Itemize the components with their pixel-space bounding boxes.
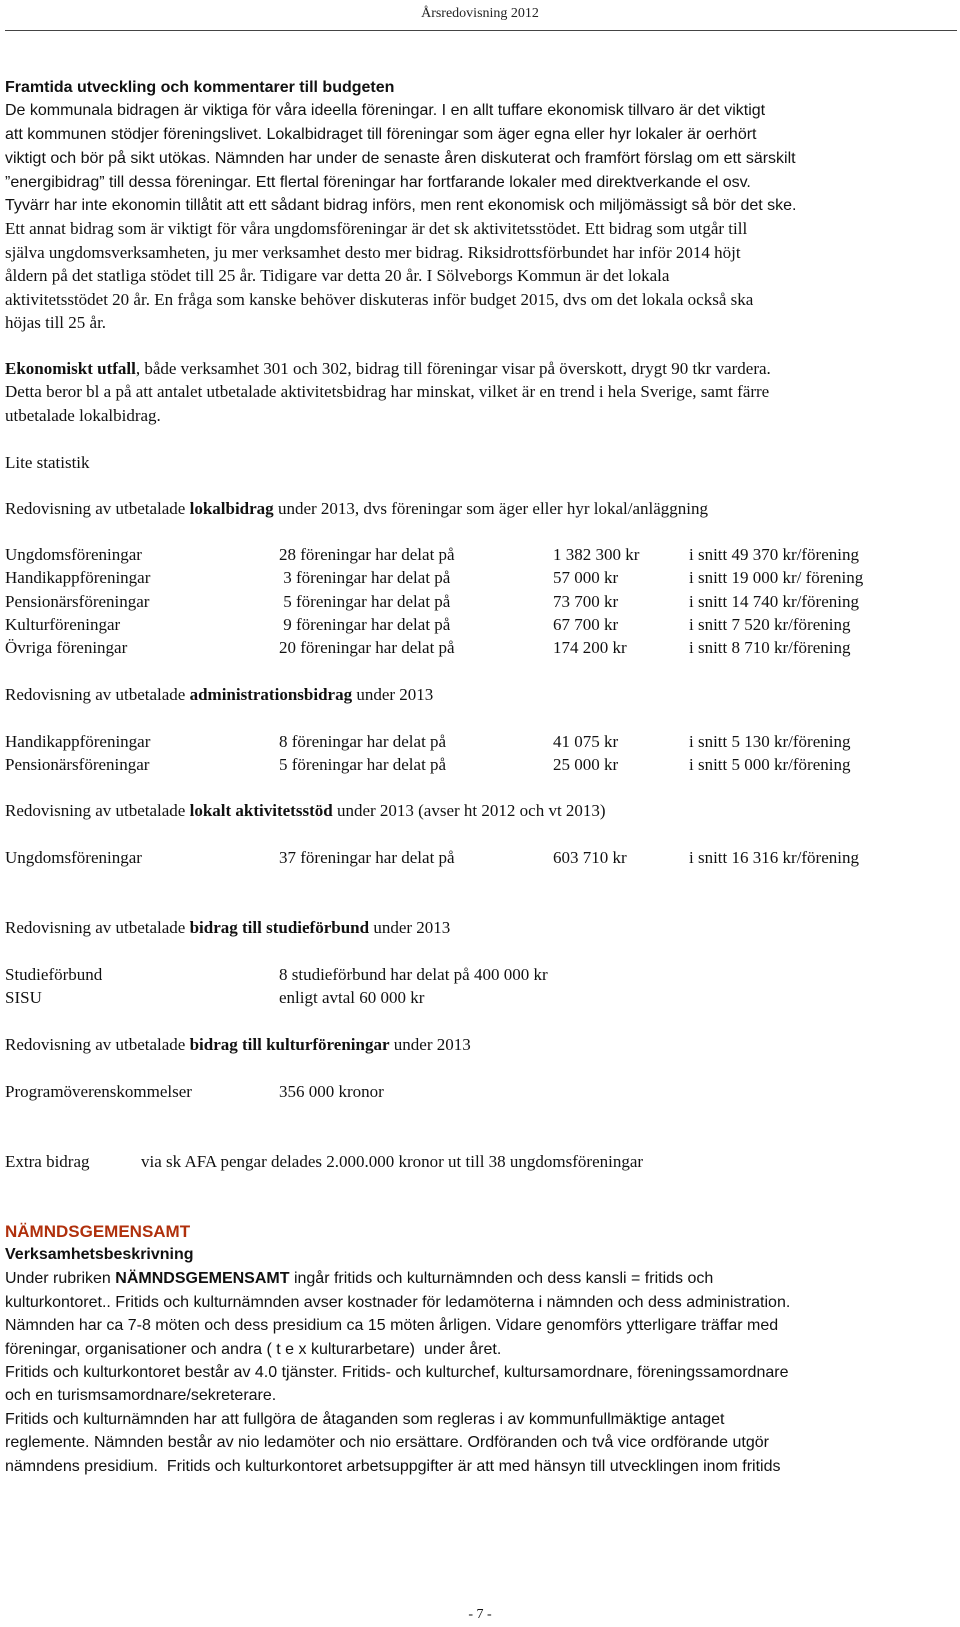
line-post: ingår fritids och kulturnämnden och dess kansli = fritids och [289, 1270, 714, 1287]
ekonomi-line: Detta beror bl a på att antalet utbetalade aktivitetsbidrag har minskat, vilket är en trend i hela Sverige, samt färre [5, 382, 770, 401]
ekonomi-rest: , både verksamhet 301 och 302, bidrag till föreningar visar på överskott, drygt 90 tkr vardera. [135, 359, 771, 378]
paragraph-line: kulturkontoret.. Fritids och kulturnämnden avser kostnader för ledamöterna i nämnden och dess administration. [5, 1294, 791, 1311]
ekonomi-bold: Ekonomiskt utfall [5, 359, 136, 378]
paragraph-line: föreningar, organisationer och andra ( t e x kulturarbetare) under året. [5, 1341, 502, 1358]
row-amount: 174 200 kr [553, 638, 627, 657]
paragraph-line: höjas till 25 år. [5, 313, 107, 332]
row-count: 20 föreningar har delat på [279, 638, 455, 657]
row-name: Extra bidrag [5, 1152, 90, 1171]
row-count: 3 föreningar har delat på [279, 568, 451, 587]
row-average: i snitt 5 000 kr/förening [689, 755, 851, 774]
heading-pre: Redovisning av utbetalade [5, 1035, 190, 1054]
row-name: SISU [5, 988, 42, 1007]
row-count: 37 föreningar har delat på [279, 848, 455, 867]
row-name: Kulturföreningar [5, 615, 121, 634]
row-amount: 25 000 kr [553, 755, 619, 774]
paragraph-line: åldern på det statliga stödet till 25 år. Tidigare var detta 20 år. I Sölveborgs Kommun är det lokala [5, 266, 670, 285]
aktivitet-heading [5, 799, 606, 823]
row-amount: 57 000 kr [553, 568, 619, 587]
paragraph-line: aktivitetsstödet 20 år. En fråga som kanske behöver diskuteras inför budget 2015, dvs om det lokala också ska [5, 290, 754, 309]
paragraph-line [5, 1267, 713, 1291]
heading-pre: Redovisning av utbetalade [5, 499, 190, 518]
row-average: i snitt 7 520 kr/förening [689, 615, 851, 634]
row-amount: 603 710 kr [553, 848, 627, 867]
paragraph-line: ”energibidrag” till dessa föreningar. Ett flertal föreningar har fortfarande lokaler med direktverkande el osv. [5, 174, 751, 191]
heading-bold: administrationsbidrag [189, 685, 353, 704]
row-name: Handikappföreningar [5, 732, 151, 751]
heading-bold: lokalbidrag [189, 499, 274, 518]
paragraph-line: Nämnden har ca 7-8 möten och dess presidium ca 15 möten årligen. Vidare genomförs ytterligare träffar med [5, 1317, 779, 1334]
studie-heading [5, 916, 450, 940]
line-bold: NÄMNDSGEMENSAMT [115, 1270, 290, 1287]
page-number: - 7 - [468, 1607, 492, 1622]
row-average: i snitt 14 740 kr/förening [689, 592, 859, 611]
heading-pre: Redovisning av utbetalade [5, 918, 190, 937]
section-heading-red: NÄMNDSGEMENSAMT [5, 1222, 191, 1241]
row-average: i snitt 5 130 kr/förening [689, 732, 851, 751]
row-count: 8 föreningar har delat på [279, 732, 447, 751]
ekonomi-line [5, 357, 771, 381]
section-heading: Framtida utveckling och kommentarer till budgeten [5, 79, 395, 96]
row-amount: 67 700 kr [553, 615, 619, 634]
ekonomi-line: utbetalade lokalbidrag. [5, 406, 161, 425]
paragraph-line: Tyvärr har inte ekonomin tillåtit att ett sådant bidrag införs, men rent ekonomisk och miljömässigt så bör det ske. [5, 197, 797, 214]
statistics-title: Lite statistik [5, 453, 90, 472]
heading-post: under 2013 [389, 1035, 471, 1054]
heading-bold: lokalt aktivitetsstöd [189, 801, 333, 820]
row-count: 28 föreningar har delat på [279, 545, 455, 564]
row-value: via sk AFA pengar delades 2.000.000 kronor ut till 38 ungdomsföreningar [141, 1152, 644, 1171]
row-name: Studieförbund [5, 965, 103, 984]
heading-post: under 2013, dvs föreningar som äger eller hyr lokal/anläggning [273, 499, 709, 518]
row-amount: 73 700 kr [553, 592, 619, 611]
row-value: enligt avtal 60 000 kr [279, 988, 425, 1007]
paragraph-line: och en turismsamordnare/sekreterare. [5, 1387, 277, 1404]
row-name: Programöverenskommelser [5, 1082, 192, 1101]
paragraph-line: nämndens presidium. Fritids och kulturkontoret arbetsuppgifter är att med hänsyn till utvecklingen inom fritids [5, 1458, 781, 1475]
heading-pre: Redovisning av utbetalade [5, 801, 190, 820]
paragraph-line: Fritids och kulturnämnden har att fullgöra de åtaganden som regleras i av kommunfullmäktige antaget [5, 1411, 725, 1428]
row-average: i snitt 16 316 kr/förening [689, 848, 859, 867]
heading-post: under 2013 [352, 685, 434, 704]
kultur-heading [5, 1033, 471, 1057]
paragraph-line: att kommunen stödjer föreningslivet. Lokalbidraget till föreningar som äger egna eller hyr lokaler är oerhört [5, 126, 757, 143]
row-count: 5 föreningar har delat på [279, 755, 447, 774]
paragraph-line: Ett annat bidrag som är viktigt för våra ungdomsföreningar är det sk aktivitetsstödet. Ett bidrag som utgår till [5, 219, 748, 238]
paragraph-line: själva ungdomsverksamheten, ju mer verksamhet desto mer bidrag. Riksidrottsförbundet har inför 2014 höjt [5, 243, 741, 262]
row-count: 9 föreningar har delat på [279, 615, 451, 634]
row-count: 5 föreningar har delat på [279, 592, 451, 611]
row-average: i snitt 49 370 kr/förening [689, 545, 859, 564]
paragraph-line: Fritids och kulturkontoret består av 4.0 tjänster. Fritids- och kulturchef, kultursamordnare, föreningssamordnare [5, 1364, 789, 1381]
paragraph-line: viktigt och bör på sikt utökas. Nämnden har under de senaste åren diskuterat och framfört förslag om ett särskilt [5, 150, 796, 167]
row-name: Pensionärsföreningar [5, 755, 150, 774]
row-average: i snitt 8 710 kr/förening [689, 638, 851, 657]
row-name: Övriga föreningar [5, 638, 128, 657]
paragraph-line: De kommunala bidragen är viktiga för våra ideella föreningar. I en allt tuffare ekonomisk tillvaro är det viktigt [5, 102, 766, 119]
heading-post: under 2013 (avser ht 2012 och vt 2013) [332, 801, 606, 820]
row-name: Ungdomsföreningar [5, 848, 142, 867]
heading-post: under 2013 [369, 918, 451, 937]
row-value: 356 000 kronor [279, 1082, 384, 1101]
row-name: Handikappföreningar [5, 568, 151, 587]
subheading: Verksamhetsbeskrivning [5, 1246, 194, 1263]
admin-heading [5, 683, 433, 707]
header-rule [5, 30, 957, 31]
row-amount: 1 382 300 kr [553, 545, 640, 564]
heading-bold: bidrag till studieförbund [189, 918, 370, 937]
row-amount: 41 075 kr [553, 732, 619, 751]
row-average: i snitt 19 000 kr/ förening [689, 568, 864, 587]
heading-bold: bidrag till kulturföreningar [189, 1035, 390, 1054]
row-name: Ungdomsföreningar [5, 545, 142, 564]
lokalbidrag-heading [5, 497, 708, 521]
page-header: Årsredovisning 2012 [421, 6, 539, 21]
row-value: 8 studieförbund har delat på 400 000 kr [279, 965, 548, 984]
row-name: Pensionärsföreningar [5, 592, 150, 611]
heading-pre: Redovisning av utbetalade [5, 685, 190, 704]
paragraph-line: reglemente. Nämnden består av nio ledamöter och nio ersättare. Ordföranden och två vice ordförande utgör [5, 1434, 769, 1451]
line-pre: Under rubriken [5, 1270, 116, 1287]
